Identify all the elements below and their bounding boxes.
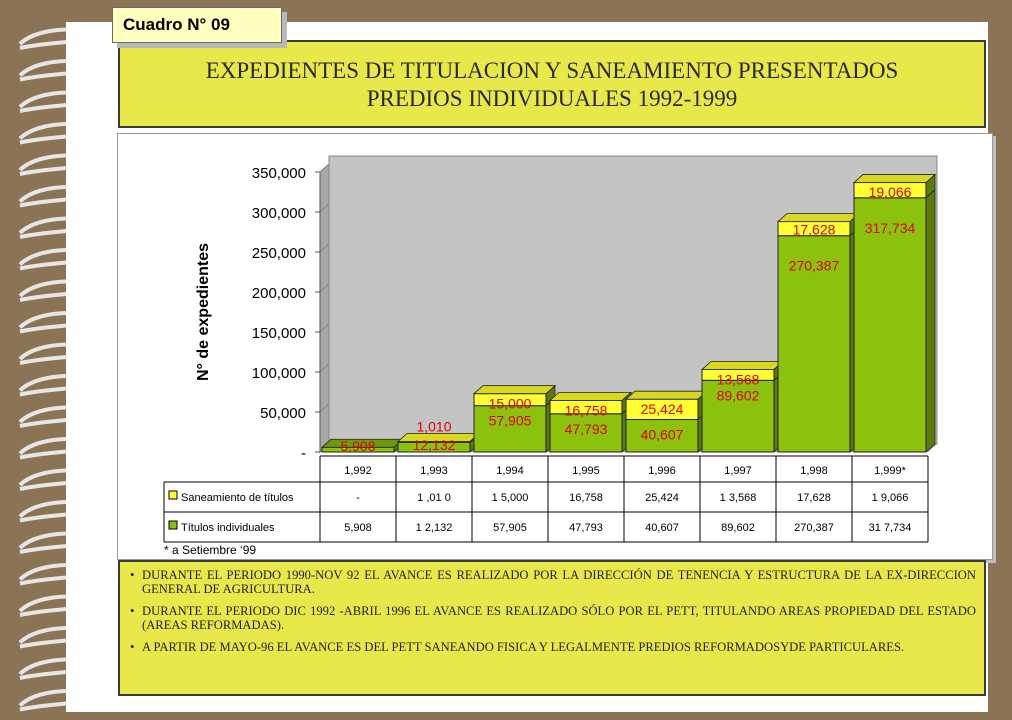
table-cell-titulos: 47,793 [569, 522, 603, 534]
x-tick-label: 1,992 [344, 465, 372, 477]
x-tick-label: 1,997 [724, 465, 752, 477]
y-axis-label: N° de expedientes [195, 243, 212, 381]
bar-top-face [778, 214, 859, 222]
table-cell-saneamiento: 1 9,066 [871, 492, 909, 504]
table-cell-saneamiento: 17,628 [797, 492, 831, 504]
data-label-saneamiento: 25,424 [640, 401, 684, 418]
table-cell-titulos: 5,908 [344, 522, 372, 534]
data-label-saneamiento: 17,628 [792, 221, 836, 238]
title-box [118, 40, 986, 128]
table-cell-saneamiento: 1 5,000 [491, 492, 529, 504]
table-cell-saneamiento: 16,758 [569, 492, 603, 504]
data-label-saneamiento: 16,758 [564, 402, 608, 419]
legend-key-saneamiento [169, 491, 177, 499]
bar-top-face [626, 391, 707, 399]
table-cell-titulos: 89,602 [721, 522, 755, 534]
table-cell-titulos: 1 2,132 [415, 522, 453, 534]
data-label-titulos: 57,905 [488, 412, 532, 429]
bar-titulos [854, 198, 926, 452]
y-tick-label: 50,000 [260, 405, 306, 422]
note-item: • DURANTE EL PERIODO 1990-NOV 92 EL AVANCE ES REALIZADO POR LA DIRECCIÓN DE TENENCIA Y ESTRUCTURA DE LA EX-DIRECCION GENERAL DE AGRICULTURA. [130, 568, 976, 596]
note-item: • DURANTE EL PERIODO DIC 1992 -ABRIL 1996 EL AVANCE ES REALIZADO SÓLO POR EL PETT, TITULANDO AREAS PROPIEDAD DEL ESTADO (AREAS REFORMADAS). [130, 604, 976, 632]
chart-panel [117, 133, 993, 560]
table-cell-titulos: 270,387 [794, 522, 834, 534]
y-tick-label: 250,000 [251, 245, 306, 262]
bar-top-face [854, 175, 935, 183]
table-number-tag: Cuadro N° 09 [112, 7, 282, 43]
x-tick-label: 1,996 [648, 465, 676, 477]
y-tick-label: - [301, 445, 306, 462]
table-cell-titulos: 57,905 [493, 522, 527, 534]
legend-label-saneamiento: Saneamiento de títulos [181, 492, 294, 504]
table-cell-saneamiento: 1 ,01 0 [417, 492, 451, 504]
bar-top-face [702, 361, 783, 369]
chart-side-wall [320, 164, 329, 452]
data-label-saneamiento: 13,568 [716, 371, 760, 388]
data-label-saneamiento: 1,010 [416, 418, 452, 435]
y-tick-label: 350,000 [251, 165, 306, 182]
x-tick-label: 1,993 [420, 465, 448, 477]
data-label-titulos: 89,602 [716, 387, 760, 404]
title-line-2: PREDIOS INDIVIDUALES 1992-1999 [366, 86, 738, 111]
title-line-1: EXPEDIENTES DE TITULACION Y SANEAMIENTO PRESENTADOS [205, 58, 899, 83]
x-tick-label: 1,998 [800, 465, 828, 477]
data-label-titulos: 317,734 [864, 219, 916, 236]
table-cell-titulos: 40,607 [645, 522, 679, 534]
chart-footnote: * a Setiembre ‘99 [164, 543, 257, 557]
data-label-titulos: 12,132 [412, 437, 456, 453]
bar-top-face [474, 386, 555, 394]
stacked-bar-chart [118, 134, 992, 559]
y-tick-label: 100,000 [251, 365, 306, 382]
data-label-titulos: 5,908 [340, 438, 376, 454]
y-tick-label: 150,000 [251, 325, 306, 342]
data-label-saneamiento: 19,066 [868, 183, 912, 200]
table-cell-saneamiento: 25,424 [645, 492, 679, 504]
y-tick-label: 300,000 [251, 205, 306, 222]
bar-top-face [550, 392, 631, 400]
data-label-titulos: 40,607 [640, 426, 684, 443]
table-cell-saneamiento: 1 3,568 [719, 492, 757, 504]
table-cell-titulos: 31 7,734 [868, 522, 912, 534]
bar-titulos-side [926, 190, 935, 452]
y-tick-label: 200,000 [251, 285, 306, 302]
x-tick-label: 1,994 [496, 465, 524, 477]
x-tick-label: 1,995 [572, 465, 600, 477]
data-label-saneamiento: 15,000 [488, 395, 532, 412]
legend-label-titulos: Títulos individuales [181, 522, 275, 534]
table-cell-saneamiento: - [356, 492, 360, 504]
note-item: • A PARTIR DE MAYO-96 EL AVANCE ES DEL PETT SANEANDO FISICA Y LEGALMENTE PREDIOS REFORMADOSYDE PARTICULARES. [130, 640, 976, 654]
notes-box [118, 560, 986, 696]
x-tick-label: 1,999* [874, 465, 906, 477]
legend-key-titulos [169, 521, 177, 529]
data-label-titulos: 270,387 [788, 257, 840, 274]
data-label-titulos: 47,793 [564, 420, 608, 437]
